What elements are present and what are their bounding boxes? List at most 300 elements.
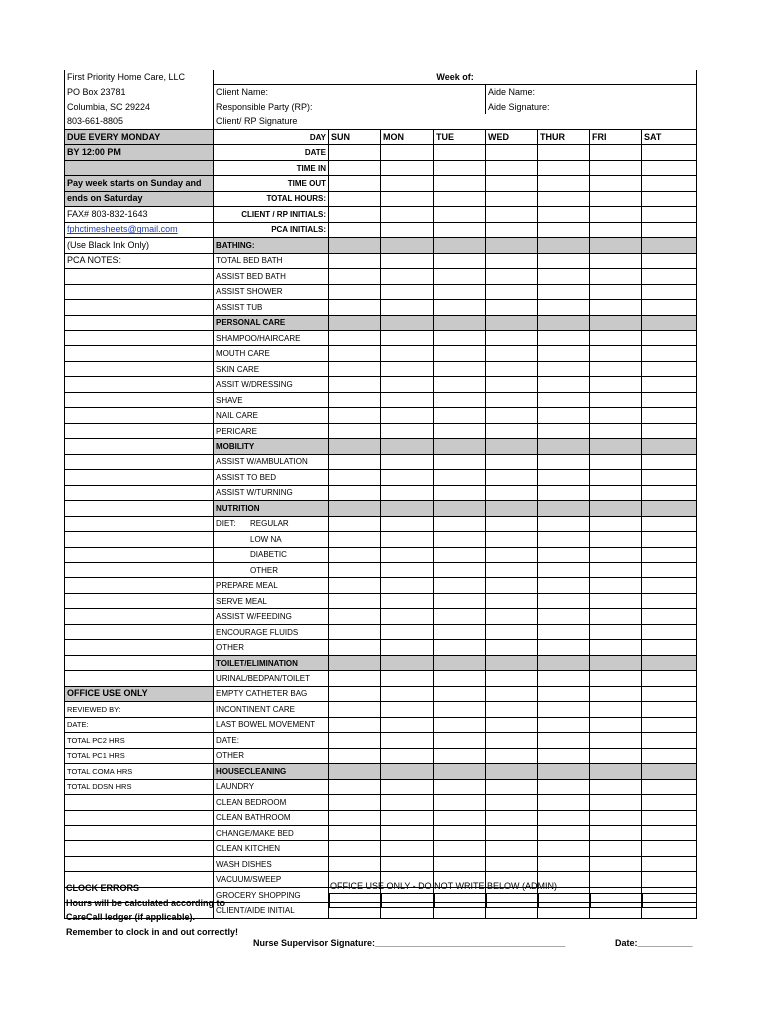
nurse-supervisor-signature[interactable]: Nurse Supervisor Signature:______________________________________ — [253, 938, 566, 948]
day-cell[interactable] — [590, 470, 642, 485]
day-cell[interactable] — [642, 176, 697, 191]
section-header-cell[interactable] — [538, 655, 590, 670]
day-cell[interactable] — [434, 640, 486, 655]
notes-line[interactable] — [65, 284, 214, 299]
day-cell[interactable] — [486, 733, 538, 748]
day-cell[interactable] — [486, 563, 538, 578]
section-header-cell[interactable] — [590, 764, 642, 779]
day-cell[interactable] — [434, 624, 486, 639]
day-cell[interactable] — [434, 671, 486, 686]
day-cell[interactable] — [642, 470, 697, 485]
notes-line[interactable] — [65, 315, 214, 330]
notes-line[interactable] — [65, 593, 214, 608]
day-cell[interactable] — [590, 284, 642, 299]
day-cell[interactable] — [434, 361, 486, 376]
day-cell[interactable] — [590, 748, 642, 763]
day-cell[interactable] — [434, 300, 486, 315]
notes-line[interactable] — [65, 578, 214, 593]
day-cell[interactable] — [642, 841, 697, 856]
day-cell[interactable] — [486, 516, 538, 531]
notes-line[interactable] — [65, 624, 214, 639]
day-cell[interactable] — [381, 176, 434, 191]
day-cell[interactable] — [381, 686, 434, 701]
section-header-cell[interactable] — [590, 655, 642, 670]
day-cell[interactable] — [590, 423, 642, 438]
notes-line[interactable] — [65, 655, 214, 670]
day-cell[interactable] — [486, 160, 538, 175]
notes-line[interactable] — [65, 563, 214, 578]
day-cell[interactable] — [590, 779, 642, 794]
day-cell[interactable] — [486, 779, 538, 794]
admin-cell[interactable] — [382, 894, 435, 908]
day-cell[interactable] — [381, 145, 434, 160]
notes-line[interactable] — [65, 795, 214, 810]
day-cell[interactable] — [434, 825, 486, 840]
day-cell[interactable] — [381, 516, 434, 531]
day-cell[interactable] — [329, 346, 381, 361]
day-cell[interactable] — [642, 346, 697, 361]
day-cell[interactable] — [329, 361, 381, 376]
notes-line[interactable] — [65, 532, 214, 547]
section-header-cell[interactable] — [434, 764, 486, 779]
day-cell[interactable] — [538, 408, 590, 423]
day-cell[interactable] — [538, 284, 590, 299]
admin-cell[interactable] — [487, 894, 539, 908]
day-cell[interactable] — [590, 578, 642, 593]
day-cell[interactable] — [329, 300, 381, 315]
day-cell[interactable] — [538, 454, 590, 469]
day-cell[interactable] — [642, 145, 697, 160]
day-cell[interactable] — [642, 532, 697, 547]
day-cell[interactable] — [329, 532, 381, 547]
section-header-cell[interactable] — [538, 315, 590, 330]
day-cell[interactable] — [590, 686, 642, 701]
day-cell[interactable] — [486, 671, 538, 686]
day-cell[interactable] — [329, 176, 381, 191]
nurse-signature-date[interactable]: Date:___________ — [615, 938, 693, 948]
day-cell[interactable] — [538, 717, 590, 732]
section-header-cell[interactable] — [642, 655, 697, 670]
day-cell[interactable] — [381, 253, 434, 268]
day-cell[interactable] — [434, 284, 486, 299]
day-cell[interactable] — [329, 841, 381, 856]
day-cell[interactable] — [486, 253, 538, 268]
day-cell[interactable] — [590, 300, 642, 315]
day-cell[interactable] — [381, 563, 434, 578]
notes-line[interactable] — [65, 671, 214, 686]
notes-line[interactable] — [65, 300, 214, 315]
day-cell[interactable] — [434, 841, 486, 856]
day-cell[interactable] — [590, 408, 642, 423]
day-cell[interactable] — [538, 361, 590, 376]
day-cell[interactable] — [642, 825, 697, 840]
day-cell[interactable] — [329, 717, 381, 732]
day-cell[interactable] — [329, 578, 381, 593]
section-header-cell[interactable] — [538, 501, 590, 516]
day-cell[interactable] — [538, 810, 590, 825]
day-cell[interactable] — [329, 222, 381, 237]
section-header-cell[interactable] — [642, 238, 697, 253]
section-header-cell[interactable] — [642, 439, 697, 454]
day-cell[interactable] — [381, 856, 434, 871]
day-cell[interactable] — [642, 284, 697, 299]
day-cell[interactable] — [486, 145, 538, 160]
day-cell[interactable] — [590, 191, 642, 206]
day-cell[interactable] — [434, 191, 486, 206]
day-cell[interactable] — [590, 702, 642, 717]
day-cell[interactable] — [329, 145, 381, 160]
day-cell[interactable] — [590, 330, 642, 345]
day-cell[interactable] — [642, 300, 697, 315]
day-cell[interactable] — [434, 578, 486, 593]
notes-line[interactable] — [65, 825, 214, 840]
notes-line[interactable] — [65, 423, 214, 438]
day-cell[interactable] — [486, 578, 538, 593]
day-cell[interactable] — [381, 578, 434, 593]
day-cell[interactable] — [642, 640, 697, 655]
day-cell[interactable] — [434, 207, 486, 222]
day-cell[interactable] — [642, 330, 697, 345]
day-cell[interactable] — [590, 516, 642, 531]
day-cell[interactable] — [434, 470, 486, 485]
day-cell[interactable] — [329, 330, 381, 345]
day-cell[interactable] — [538, 145, 590, 160]
day-cell[interactable] — [538, 330, 590, 345]
notes-line[interactable] — [65, 330, 214, 345]
day-cell[interactable] — [538, 795, 590, 810]
section-header-cell[interactable] — [642, 315, 697, 330]
day-cell[interactable] — [329, 825, 381, 840]
day-cell[interactable] — [642, 856, 697, 871]
day-cell[interactable] — [486, 795, 538, 810]
day-cell[interactable] — [642, 423, 697, 438]
section-header-cell[interactable] — [434, 655, 486, 670]
day-cell[interactable] — [642, 160, 697, 175]
day-cell[interactable] — [329, 563, 381, 578]
day-cell[interactable] — [329, 702, 381, 717]
notes-line[interactable] — [65, 392, 214, 407]
day-cell[interactable] — [434, 593, 486, 608]
notes-line[interactable] — [65, 856, 214, 871]
day-cell[interactable] — [642, 702, 697, 717]
day-cell[interactable] — [538, 609, 590, 624]
day-cell[interactable] — [434, 423, 486, 438]
section-header-cell[interactable] — [590, 238, 642, 253]
day-cell[interactable] — [642, 717, 697, 732]
day-cell[interactable] — [381, 392, 434, 407]
day-cell[interactable] — [329, 640, 381, 655]
day-cell[interactable] — [486, 532, 538, 547]
day-cell[interactable] — [486, 392, 538, 407]
day-cell[interactable] — [590, 222, 642, 237]
email-link[interactable]: fphctimesheets@gmail.com — [65, 222, 214, 237]
day-cell[interactable] — [486, 624, 538, 639]
day-cell[interactable] — [434, 810, 486, 825]
day-cell[interactable] — [486, 825, 538, 840]
day-cell[interactable] — [538, 686, 590, 701]
day-cell[interactable] — [590, 856, 642, 871]
section-header-cell[interactable] — [381, 764, 434, 779]
day-cell[interactable] — [381, 207, 434, 222]
day-cell[interactable] — [538, 176, 590, 191]
day-cell[interactable] — [329, 408, 381, 423]
section-header-cell[interactable] — [486, 764, 538, 779]
day-cell[interactable] — [434, 160, 486, 175]
day-cell[interactable] — [590, 593, 642, 608]
day-cell[interactable] — [538, 160, 590, 175]
day-cell[interactable] — [486, 207, 538, 222]
day-cell[interactable] — [486, 470, 538, 485]
notes-line[interactable] — [65, 485, 214, 500]
day-cell[interactable] — [329, 454, 381, 469]
day-cell[interactable] — [381, 733, 434, 748]
day-cell[interactable] — [590, 624, 642, 639]
day-cell[interactable] — [590, 269, 642, 284]
day-cell[interactable] — [381, 330, 434, 345]
day-cell[interactable] — [590, 176, 642, 191]
notes-line[interactable] — [65, 470, 214, 485]
day-cell[interactable] — [434, 222, 486, 237]
day-cell[interactable] — [434, 392, 486, 407]
section-header-cell[interactable] — [590, 439, 642, 454]
day-cell[interactable] — [434, 269, 486, 284]
day-cell[interactable] — [642, 454, 697, 469]
day-cell[interactable] — [590, 485, 642, 500]
day-cell[interactable] — [642, 191, 697, 206]
day-cell[interactable] — [329, 547, 381, 562]
notes-line[interactable] — [65, 547, 214, 562]
day-cell[interactable] — [538, 624, 590, 639]
day-cell[interactable] — [381, 702, 434, 717]
day-cell[interactable] — [381, 547, 434, 562]
day-cell[interactable] — [434, 547, 486, 562]
day-cell[interactable] — [329, 671, 381, 686]
aide-name-field[interactable]: Aide Name: — [486, 85, 697, 100]
day-cell[interactable] — [486, 361, 538, 376]
notes-line[interactable] — [65, 408, 214, 423]
section-header-cell[interactable] — [381, 655, 434, 670]
day-cell[interactable] — [381, 191, 434, 206]
day-cell[interactable] — [329, 516, 381, 531]
day-cell[interactable] — [642, 748, 697, 763]
day-cell[interactable] — [486, 717, 538, 732]
day-cell[interactable] — [381, 717, 434, 732]
section-header-cell[interactable] — [381, 315, 434, 330]
day-cell[interactable] — [538, 516, 590, 531]
day-cell[interactable] — [381, 640, 434, 655]
day-cell[interactable] — [538, 578, 590, 593]
day-cell[interactable] — [434, 346, 486, 361]
day-cell[interactable] — [642, 485, 697, 500]
day-cell[interactable] — [329, 470, 381, 485]
admin-cell[interactable] — [643, 894, 697, 908]
day-cell[interactable] — [329, 269, 381, 284]
day-cell[interactable] — [590, 640, 642, 655]
day-cell[interactable] — [329, 392, 381, 407]
day-cell[interactable] — [381, 532, 434, 547]
day-cell[interactable] — [590, 825, 642, 840]
day-cell[interactable] — [486, 176, 538, 191]
section-header-cell[interactable] — [590, 315, 642, 330]
day-cell[interactable] — [381, 300, 434, 315]
day-cell[interactable] — [434, 702, 486, 717]
section-header-cell[interactable] — [434, 238, 486, 253]
day-cell[interactable] — [486, 609, 538, 624]
day-cell[interactable] — [590, 207, 642, 222]
day-cell[interactable] — [538, 702, 590, 717]
day-cell[interactable] — [381, 795, 434, 810]
day-cell[interactable] — [381, 269, 434, 284]
day-cell[interactable] — [381, 485, 434, 500]
day-cell[interactable] — [642, 207, 697, 222]
admin-cell[interactable] — [435, 894, 487, 908]
day-cell[interactable] — [329, 686, 381, 701]
day-cell[interactable] — [434, 563, 486, 578]
day-cell[interactable] — [486, 593, 538, 608]
day-cell[interactable] — [590, 872, 642, 887]
section-header-cell[interactable] — [434, 439, 486, 454]
section-header-cell[interactable] — [590, 501, 642, 516]
day-cell[interactable] — [538, 733, 590, 748]
day-cell[interactable] — [486, 640, 538, 655]
day-cell[interactable] — [381, 454, 434, 469]
section-header-cell[interactable] — [329, 501, 381, 516]
day-cell[interactable] — [486, 284, 538, 299]
day-cell[interactable] — [486, 810, 538, 825]
section-header-cell[interactable] — [381, 238, 434, 253]
day-cell[interactable] — [538, 671, 590, 686]
day-cell[interactable] — [434, 532, 486, 547]
day-cell[interactable] — [434, 485, 486, 500]
day-cell[interactable] — [538, 593, 590, 608]
day-cell[interactable] — [329, 593, 381, 608]
day-cell[interactable] — [538, 841, 590, 856]
day-cell[interactable] — [642, 686, 697, 701]
day-cell[interactable] — [381, 593, 434, 608]
section-header-cell[interactable] — [329, 238, 381, 253]
day-cell[interactable] — [642, 593, 697, 608]
day-cell[interactable] — [381, 609, 434, 624]
day-cell[interactable] — [590, 810, 642, 825]
notes-line[interactable] — [65, 609, 214, 624]
section-header-cell[interactable] — [538, 764, 590, 779]
day-cell[interactable] — [486, 485, 538, 500]
day-cell[interactable] — [538, 423, 590, 438]
day-cell[interactable] — [590, 145, 642, 160]
section-header-cell[interactable] — [329, 764, 381, 779]
day-cell[interactable] — [642, 392, 697, 407]
section-header-cell[interactable] — [486, 439, 538, 454]
day-cell[interactable] — [329, 423, 381, 438]
day-cell[interactable] — [538, 640, 590, 655]
day-cell[interactable] — [590, 361, 642, 376]
day-cell[interactable] — [381, 222, 434, 237]
admin-cell[interactable] — [330, 894, 382, 908]
section-header-cell[interactable] — [486, 501, 538, 516]
client-name-field[interactable]: Client Name: — [214, 85, 486, 100]
day-cell[interactable] — [486, 856, 538, 871]
day-cell[interactable] — [486, 269, 538, 284]
day-cell[interactable] — [486, 377, 538, 392]
day-cell[interactable] — [329, 284, 381, 299]
day-cell[interactable] — [538, 563, 590, 578]
day-cell[interactable] — [329, 856, 381, 871]
day-cell[interactable] — [486, 191, 538, 206]
section-header-cell[interactable] — [329, 655, 381, 670]
day-cell[interactable] — [381, 748, 434, 763]
day-cell[interactable] — [642, 578, 697, 593]
day-cell[interactable] — [590, 160, 642, 175]
notes-line[interactable] — [65, 501, 214, 516]
section-header-cell[interactable] — [381, 501, 434, 516]
day-cell[interactable] — [486, 423, 538, 438]
day-cell[interactable] — [538, 748, 590, 763]
day-cell[interactable] — [642, 733, 697, 748]
day-cell[interactable] — [538, 207, 590, 222]
day-cell[interactable] — [381, 284, 434, 299]
notes-line[interactable] — [65, 516, 214, 531]
day-cell[interactable] — [538, 300, 590, 315]
day-cell[interactable] — [642, 361, 697, 376]
day-cell[interactable] — [538, 856, 590, 871]
day-cell[interactable] — [381, 423, 434, 438]
day-cell[interactable] — [642, 377, 697, 392]
day-cell[interactable] — [590, 547, 642, 562]
notes-line[interactable] — [65, 810, 214, 825]
day-cell[interactable] — [538, 253, 590, 268]
day-cell[interactable] — [434, 733, 486, 748]
day-cell[interactable] — [381, 671, 434, 686]
day-cell[interactable] — [486, 300, 538, 315]
day-cell[interactable] — [486, 330, 538, 345]
day-cell[interactable] — [538, 547, 590, 562]
day-cell[interactable] — [381, 779, 434, 794]
day-cell[interactable] — [538, 346, 590, 361]
day-cell[interactable] — [434, 686, 486, 701]
day-cell[interactable] — [381, 346, 434, 361]
day-cell[interactable] — [381, 841, 434, 856]
day-cell[interactable] — [434, 377, 486, 392]
day-cell[interactable] — [538, 222, 590, 237]
day-cell[interactable] — [329, 160, 381, 175]
section-header-cell[interactable] — [642, 501, 697, 516]
notes-line[interactable] — [65, 377, 214, 392]
day-cell[interactable] — [434, 408, 486, 423]
day-cell[interactable] — [590, 717, 642, 732]
day-cell[interactable] — [486, 841, 538, 856]
day-cell[interactable] — [381, 810, 434, 825]
day-cell[interactable] — [538, 191, 590, 206]
aide-signature-field[interactable]: Aide Signature: — [486, 100, 697, 114]
admin-cell[interactable] — [539, 894, 591, 908]
day-cell[interactable] — [434, 454, 486, 469]
notes-line[interactable] — [65, 841, 214, 856]
day-cell[interactable] — [381, 160, 434, 175]
day-cell[interactable] — [434, 795, 486, 810]
section-header-cell[interactable] — [434, 501, 486, 516]
day-cell[interactable] — [538, 779, 590, 794]
day-cell[interactable] — [329, 377, 381, 392]
day-cell[interactable] — [642, 872, 697, 887]
day-cell[interactable] — [642, 547, 697, 562]
notes-line[interactable] — [65, 346, 214, 361]
day-cell[interactable] — [642, 624, 697, 639]
day-cell[interactable] — [329, 609, 381, 624]
day-cell[interactable] — [642, 779, 697, 794]
day-cell[interactable] — [538, 470, 590, 485]
day-cell[interactable] — [538, 377, 590, 392]
day-cell[interactable] — [434, 145, 486, 160]
